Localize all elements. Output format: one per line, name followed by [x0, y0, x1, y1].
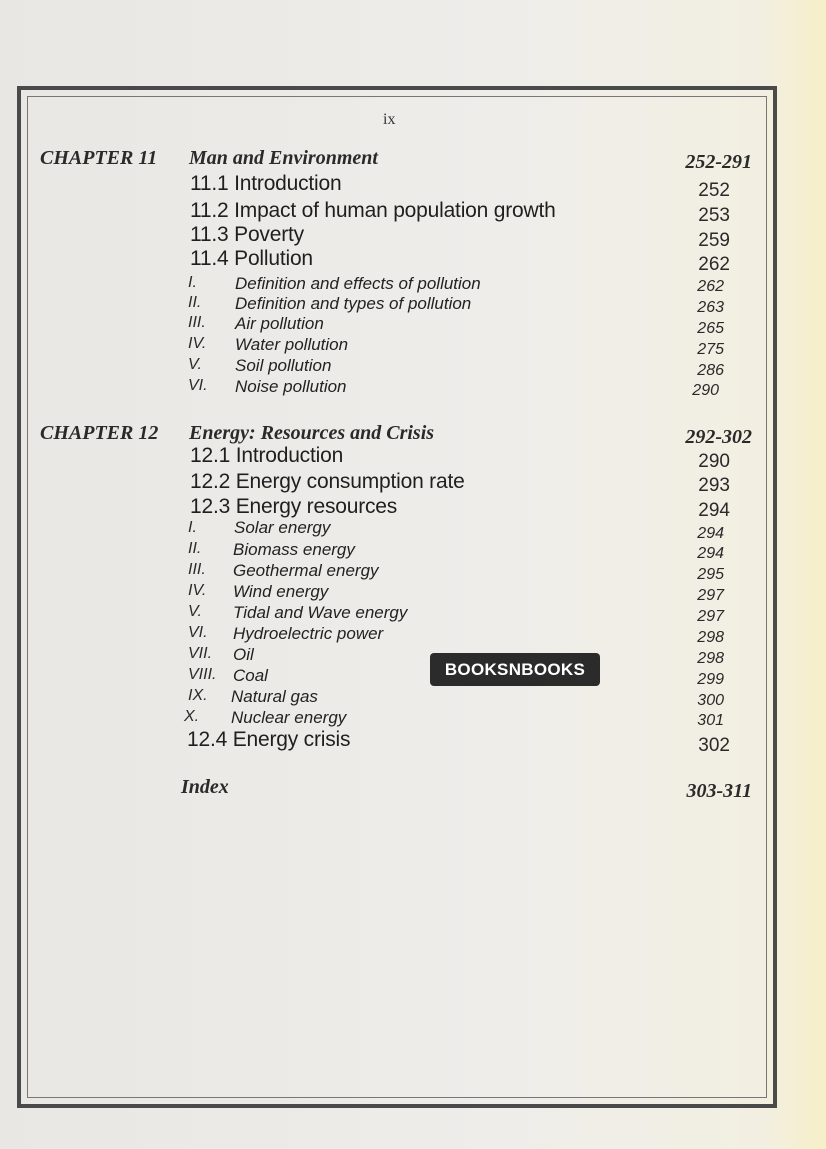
- chapter-label: CHAPTER 11: [40, 147, 158, 169]
- toc-subsection-number: I.: [188, 274, 197, 291]
- chapter-pages: 292-302: [685, 426, 752, 448]
- toc-subsection-number: II.: [188, 294, 202, 311]
- toc-subsection: Air pollution: [235, 314, 324, 333]
- toc-subsection: Definition and types of pollution: [235, 294, 472, 313]
- page-number: ix: [383, 111, 396, 128]
- toc-subsection: Noise pollution: [235, 377, 347, 396]
- index-pages: 303-311: [686, 780, 752, 802]
- toc-subsection: Natural gas: [231, 687, 318, 706]
- toc-subsection-number: V.: [188, 356, 202, 373]
- toc-section: 12.4 Energy crisis: [187, 728, 351, 751]
- toc-subsection-page: 290: [692, 382, 719, 399]
- toc-subsection-number: IV.: [188, 335, 207, 352]
- toc-subsection-page: 263: [697, 299, 724, 316]
- toc-subsection: Tidal and Wave energy: [233, 603, 408, 622]
- toc-subsection-number: III.: [188, 314, 206, 331]
- toc-subsection-page: 299: [697, 671, 724, 688]
- toc-subsection-page: 301: [697, 712, 724, 729]
- toc-subsection-page: 297: [697, 587, 724, 604]
- toc-subsection: Oil: [233, 645, 254, 664]
- toc-section-page: 293: [698, 475, 730, 496]
- toc-section: 12.2 Energy consumption rate: [190, 470, 465, 493]
- toc-section: 12.3 Energy resources: [190, 495, 398, 518]
- chapter-label: CHAPTER 12: [40, 422, 159, 444]
- watermark-badge: BOOKSNBOOKS: [430, 653, 600, 686]
- chapter-title: Energy: Resources and Crisis: [189, 422, 435, 444]
- toc-subsection: Solar energy: [234, 518, 331, 537]
- toc-subsection: Wind energy: [233, 582, 329, 601]
- toc-section: 12.1 Introduction: [190, 444, 344, 467]
- toc-section: 11.1 Introduction: [190, 172, 342, 195]
- chapter-title: Man and Environment: [189, 147, 378, 169]
- toc-subsection: Geothermal energy: [233, 561, 379, 580]
- toc-subsection-number: II.: [188, 540, 202, 557]
- toc-section-page: 252: [698, 180, 730, 201]
- toc-subsection-page: 286: [697, 362, 724, 379]
- index-label: Index: [181, 776, 229, 798]
- toc-subsection-number: IX.: [188, 687, 208, 704]
- page-frame: [17, 86, 777, 1108]
- toc-subsection-page: 262: [697, 278, 724, 295]
- toc-section: 11.4 Pollution: [190, 247, 313, 270]
- toc-subsection-page: 300: [697, 692, 724, 709]
- toc-section-page: 253: [698, 205, 730, 226]
- toc-subsection-number: III.: [188, 561, 206, 578]
- toc-subsection-number: X.: [184, 708, 200, 725]
- toc-section-page: 259: [698, 230, 730, 251]
- toc-subsection-page: 275: [697, 341, 724, 358]
- toc-subsection-number: VII.: [188, 645, 213, 662]
- toc-subsection-number: V.: [188, 603, 202, 620]
- toc-subsection-page: 298: [697, 650, 724, 667]
- toc-subsection-number: IV.: [188, 582, 207, 599]
- toc-subsection-page: 295: [697, 566, 724, 583]
- toc-subsection: Coal: [233, 666, 268, 685]
- toc-subsection-page: 294: [697, 525, 724, 542]
- toc-section: 11.2 Impact of human population growth: [190, 199, 556, 222]
- toc-section-page: 262: [698, 254, 730, 275]
- toc-section-page: 290: [698, 451, 730, 472]
- toc-section-page: 294: [698, 500, 730, 521]
- toc-subsection-number: VIII.: [188, 666, 217, 683]
- toc-subsection-number: I.: [188, 519, 197, 536]
- toc-subsection-number: VI.: [188, 624, 208, 641]
- chapter-pages: 252-291: [685, 151, 752, 173]
- toc-subsection-page: 294: [697, 545, 724, 562]
- toc-subsection: Biomass energy: [233, 540, 355, 559]
- toc-subsection-page: 297: [697, 608, 724, 625]
- toc-subsection: Soil pollution: [235, 356, 332, 375]
- toc-subsection-page: 265: [697, 320, 724, 337]
- toc-section-page: 302: [698, 735, 730, 756]
- page-frame-inner: [27, 96, 767, 1098]
- toc-subsection: Definition and effects of pollution: [235, 274, 481, 293]
- toc-section: 11.3 Poverty: [190, 223, 304, 246]
- toc-subsection-number: VI.: [188, 377, 208, 394]
- toc-subsection: Hydroelectric power: [233, 624, 384, 643]
- toc-subsection-page: 298: [697, 629, 724, 646]
- toc-subsection: Water pollution: [235, 335, 349, 354]
- toc-subsection: Nuclear energy: [231, 708, 347, 727]
